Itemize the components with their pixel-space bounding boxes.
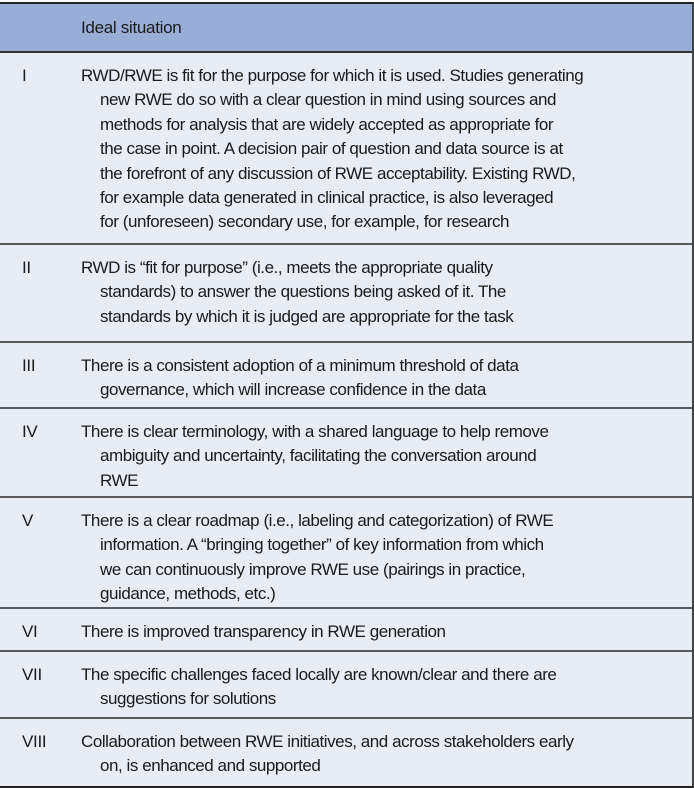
row-number: V [22,511,34,530]
text-line: governance, which will increase confidence in the data [100,380,486,400]
text-line: Collaboration between RWE initiatives, and across stakeholders early [81,732,574,751]
row-text [81,509,684,607]
row-text [81,256,684,329]
text-line: RWD is “fit for purpose” (i.e., meets the appropriate quality [81,258,493,277]
text-line: RWE [100,470,139,490]
text-line: standards by which it is judged are appropriate for the task [100,306,514,326]
row-text [81,620,684,644]
row-number: IV [22,422,38,441]
row-number: II [22,258,31,277]
text-line: guidance, methods, etc.) [100,584,276,604]
row-number: VII [22,665,42,684]
row-text [81,730,684,779]
row-text [81,663,684,712]
table-row [0,53,692,245]
row-text [81,354,684,403]
header-ideal-situation: Ideal situation [81,18,182,37]
table-body [0,53,692,786]
ideal-situation-table [0,2,694,788]
text-line: the forefront of any discussion of RWE acceptability. Existing RWD, [100,163,576,183]
text-line: standards) to answer the questions being asked of it. The [100,282,506,302]
row-number: VIII [22,732,47,751]
text-line: methods for analysis that are widely accepted as appropriate for [100,114,554,134]
table-row [0,652,692,719]
text-line: suggestions for solutions [100,689,276,709]
text-line: we can continuously improve RWE use (pairings in practice, [100,559,526,579]
text-line: new RWE do so with a clear question in mind using sources and [100,90,557,110]
table-row [0,719,692,786]
table-row [0,498,692,609]
row-number: VI [22,622,38,641]
table-row [0,409,692,498]
table-row [0,245,692,343]
text-line: information. A “bringing together” of key information from which [100,535,544,555]
text-line: There is a consistent adoption of a minimum threshold of data [81,356,519,375]
text-line: on, is enhanced and supported [100,756,321,776]
text-line: The specific challenges faced locally are known/clear and there are [81,665,557,684]
table-header [0,4,692,53]
text-line: for example data generated in clinical practice, is also leveraged [100,188,554,208]
table-row [0,343,692,409]
table-row [0,609,692,652]
text-line: for (unforeseen) secondary use, for example, for research [100,212,510,232]
text-line: There is a clear roadmap (i.e., labeling and categorization) of RWE [81,511,554,530]
text-line: There is clear terminology, with a shared language to help remove [81,422,549,441]
row-number: I [22,66,27,85]
row-text [81,420,684,493]
row-text [81,64,684,235]
row-number: III [22,356,36,375]
text-line: the case in point. A decision pair of question and data source is at [100,139,563,159]
text-line: ambiguity and uncertainty, facilitating the conversation around [100,446,537,466]
text-line: There is improved transparency in RWE generation [81,622,446,641]
text-line: RWD/RWE is fit for the purpose for which it is used. Studies generating [81,66,584,85]
